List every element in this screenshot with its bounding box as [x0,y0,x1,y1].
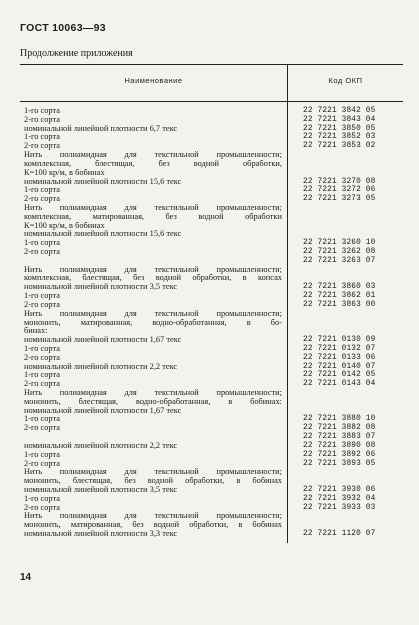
product-name-cell: 1-го сорта [24,133,60,142]
table-body [20,102,403,539]
table-row [20,257,403,266]
product-name-cell: номинальной линейной плотности 6,7 текс [24,124,178,133]
table-row [20,468,403,477]
product-name-cell: 2-го сорта [24,300,60,309]
product-name-cell: 2-го сорта [24,248,60,256]
page-number: 14 [20,572,32,583]
product-name-cell: Нить полиамидная для текстильной промышленности; [24,389,282,397]
table-row [20,160,403,169]
okp-code-cell: 22 7221 3853 02 [303,142,376,151]
product-name-cell: Нить полиамидная для текстильной промышленности; [24,309,282,318]
product-name-cell: 1-го сорта [24,186,60,195]
table-row [20,213,403,222]
table-row [20,116,403,125]
product-name-cell: номинальной линейной плотности 15,6 текс [24,230,182,239]
okp-code-cell: 22 7221 3892 06 [303,450,376,459]
product-name-cell: номинальной линейной плотности 1,67 текс [24,406,182,415]
table-row [20,274,403,283]
product-name-cell: Нить полиамидная для текстильной промышленности; [24,203,282,212]
okp-code-cell: 22 7221 3270 08 [303,177,376,186]
document-header: ГОСТ 10063—93 [20,22,106,34]
product-name-cell: комплексная, блестящая, без водной обработки, в копсах [24,274,282,283]
table-row [20,107,403,116]
product-name-cell: 1-го сорта [24,371,60,380]
okp-code-cell: 22 7221 3890 08 [303,441,376,450]
okp-code-cell: 22 7221 3852 03 [303,133,376,142]
product-name-cell: К=100 кр/м, в бобинах [24,221,105,230]
table-row [20,283,403,292]
okp-code-cell: 22 7221 3880 10 [303,415,376,424]
table-row [20,371,403,380]
product-name-cell: мононить, блестящая, без водной обработки, в бобинах [24,477,282,486]
table-row [20,319,403,328]
table-row [20,310,403,319]
product-name-cell: номинальной линейной плотности 2,2 текс [24,441,178,450]
okp-code-cell: 22 7221 3863 00 [303,300,376,309]
table-row [20,495,403,504]
okp-code-cell: 22 7221 3882 08 [303,424,376,433]
okp-code-cell: 22 7221 3260 10 [303,239,376,248]
table-row [20,486,403,495]
okp-code-cell: 22 7221 3272 06 [303,186,376,195]
table-row [20,169,403,178]
table-row [20,336,403,345]
okp-code-cell: 22 7221 1120 07 [303,530,376,538]
table-row [20,363,403,372]
okp-code-cell: 22 7221 0132 07 [303,344,376,353]
okp-code-cell: 22 7221 3262 08 [303,248,376,256]
product-name-cell: 2-го сорта [24,142,60,151]
okp-code-cell: 22 7221 3932 04 [303,494,376,503]
table-row [20,222,403,231]
table-row [20,266,403,275]
table-row [20,512,403,521]
okp-code-cell: 22 7221 0142 05 [303,371,376,380]
column-header-code: Код ОКП [328,76,363,85]
product-name-cell: 2-го сорта [24,424,60,433]
product-name-cell: 1-го сорта [24,107,60,115]
okp-code-cell: 22 7221 3850 05 [303,124,376,133]
product-name-cell: Нить полиамидная для текстильной промышленности; [24,265,282,274]
product-name-cell: 2-го сорта [24,380,60,389]
product-name-cell: 1-го сорта [24,415,60,424]
product-name-cell: 1-го сорта [24,292,60,301]
okp-code-cell: 22 7221 0133 06 [303,353,376,362]
okp-code-cell: 22 7221 3263 07 [303,256,376,265]
table-row [20,230,403,239]
okp-code-cell: 22 7221 3843 04 [303,115,376,124]
okp-code-cell: 22 7221 3842 05 [303,107,376,115]
table-row [20,433,403,442]
table-row [20,521,403,530]
product-name-cell: номинальной линейной плотности 3,5 текс [24,485,178,494]
table-row [20,398,403,407]
product-name-cell: 2-го сорта [24,195,60,204]
okp-code-cell: 22 7221 0130 09 [303,336,376,345]
table-row [20,239,403,248]
okp-code-cell: 22 7221 0140 07 [303,362,376,371]
product-name-cell: номинальной линейной плотности 2,2 текс [24,362,178,371]
table-row [20,151,403,160]
table-row [20,133,403,142]
product-name-cell: 2-го сорта [24,459,60,468]
table-row [20,407,403,416]
okp-code-cell: 22 7221 3273 05 [303,195,376,204]
table-row [20,195,403,204]
okp-code-cell: 22 7221 3930 06 [303,485,376,494]
table-row [20,380,403,389]
table-row [20,477,403,486]
product-name-cell: мононить, матированная, без водной обработки, в бобинах [24,521,282,530]
table-row [20,354,403,363]
product-name-cell: 1-го сорта [24,494,60,503]
table-row [20,442,403,451]
table-row [20,389,403,398]
table-row [20,460,403,469]
product-name-cell: 1-го сорта [24,450,60,459]
table-row [20,451,403,460]
product-name-cell: номинальной линейной плотности 3,5 текс [24,283,178,292]
okp-code-cell: 22 7221 0143 04 [303,380,376,389]
table-row [20,204,403,213]
table-row [20,327,403,336]
table-row [20,178,403,187]
table-row [20,345,403,354]
table-row [20,248,403,257]
product-name-cell: мононить, блестящая, водно-обработанная, в бобинах: [24,397,282,406]
okp-code-cell: 22 7221 3933 03 [303,503,376,512]
product-name-cell: 2-го сорта [24,115,60,124]
table-row [20,292,403,301]
product-name-cell: номинальной линейной плотности 3,3 текс [24,530,178,538]
product-name-cell: Нить полиамидная для текстильной промышленности; [24,151,282,160]
product-name-cell: комплексная, матированная, без водной обработки [24,212,282,221]
table-row [20,424,403,433]
okp-code-cell: 22 7221 3862 01 [303,292,376,301]
product-name-cell: 2-го сорта [24,353,60,362]
table-row [20,301,403,310]
table-row [20,415,403,424]
product-name-cell: мононить, матированная, водно-обработанная, в бо- [24,318,282,327]
product-name-cell: номинальной линейной плотности 15,6 текс [24,177,182,186]
product-name-cell: К=100 кр/м, в бобинах [24,168,105,177]
table-row [20,186,403,195]
okp-code-cell: 22 7221 3883 07 [303,433,376,442]
product-name-cell: 1-го сорта [24,239,60,248]
table-row [20,530,403,539]
table-row [20,504,403,513]
product-name-cell: 1-го сорта [24,344,60,353]
continuation-caption: Продолжение приложения [20,48,133,59]
table-row [20,125,403,134]
product-name-cell: Нить полиамидная для текстильной промышленности; [24,512,282,521]
okp-code-table [20,64,403,539]
product-name-cell: номинальной линейной плотности 1,67 текс [24,336,182,345]
product-name-cell: Нить полиамидная для текстильной промышленности; [24,468,282,477]
table-header [20,64,403,102]
column-header-name: Наименование [124,76,183,85]
okp-code-cell: 22 7221 3860 03 [303,283,376,292]
okp-code-cell: 22 7221 3893 05 [303,459,376,468]
product-name-cell: бинах: [24,327,48,336]
product-name-cell: комплексная, блестящая, без водной обработки, [24,159,282,168]
table-row [20,142,403,151]
product-name-cell: 2-го сорта [24,503,60,512]
